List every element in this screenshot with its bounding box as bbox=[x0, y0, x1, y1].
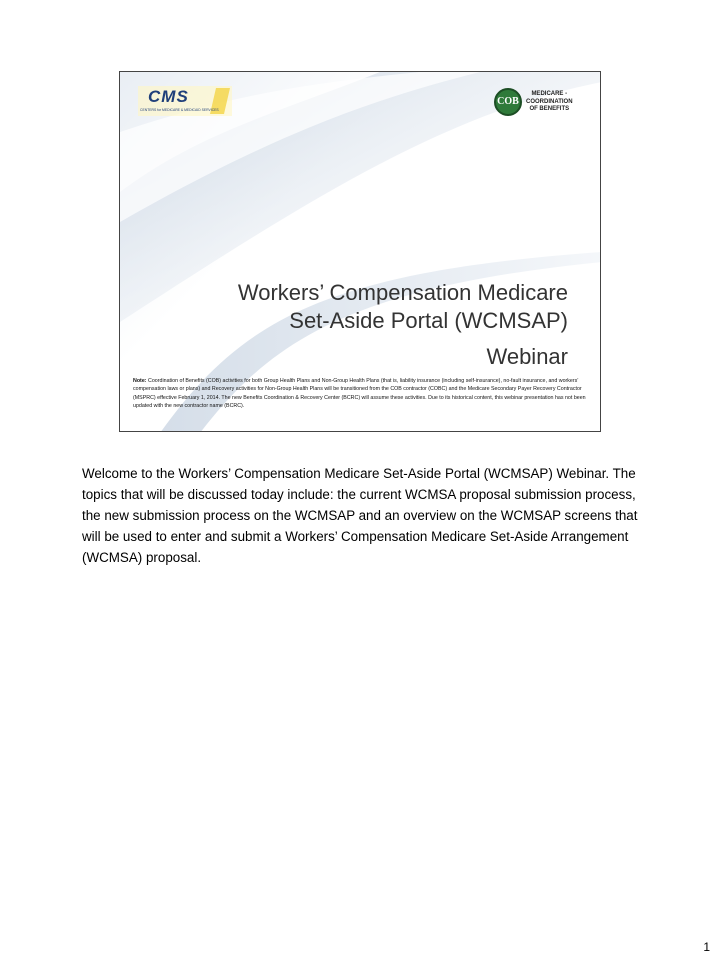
cob-logo bbox=[494, 88, 601, 118]
cob-logo-line: OF BENEFITS bbox=[529, 106, 570, 112]
cms-logo-text: CMS bbox=[148, 87, 189, 106]
cms-logo-subtitle: CENTERS for MEDICARE & MEDICAID SERVICES bbox=[140, 108, 219, 112]
cob-logo-line: COORDINATION bbox=[526, 98, 573, 105]
speaker-notes: Welcome to the Workers’ Compensation Medicare Set-Aside Portal (WCMSAP) Webinar. The topics that will be discussed today include: the current WCMSA proposal submission process, the new submission process on the WCMSAP and an overview on the WCMSAP screens that will be used to enter and submit a Workers’ Compensation Medicare Set-Aside Arrangement (WCMSA) proposal. bbox=[82, 466, 638, 565]
page-number: 1 bbox=[703, 940, 710, 954]
slide-note bbox=[133, 377, 591, 411]
cob-seal-icon: COB bbox=[494, 88, 522, 116]
slide-thumbnail bbox=[119, 71, 601, 432]
cms-logo bbox=[138, 86, 232, 116]
cob-logo-text bbox=[526, 91, 573, 114]
slide-title-line-2: Set-Aside Portal (WCMSAP) bbox=[289, 308, 568, 333]
cob-logo-line: MEDICARE - bbox=[531, 91, 568, 97]
slide-title-line-1: Workers’ Compensation Medicare bbox=[237, 280, 568, 305]
slide-title-line-3: Webinar bbox=[486, 344, 568, 369]
note-label: Note: bbox=[133, 378, 147, 384]
note-text: Coordination of Benefits (COB) activities for both Group Health Plans and Non-Group Health Plans (that is, liability insurance (including self-insurance), no-fault insurance, and workers’ compensation laws or plans) and Recovery activities for Non-Group Health Plans will be transitioned from the COB contractor (COBC) and the Medicare Secondary Payer Recovery Contractor (MSPRC) effective February 1, 2014. The new Benefits Coordination & Recovery Center (BCRC) will assume these activities. Due to its historical content, this webinar presentation has not been updated with the new contractor name (BCRC). bbox=[133, 378, 586, 410]
